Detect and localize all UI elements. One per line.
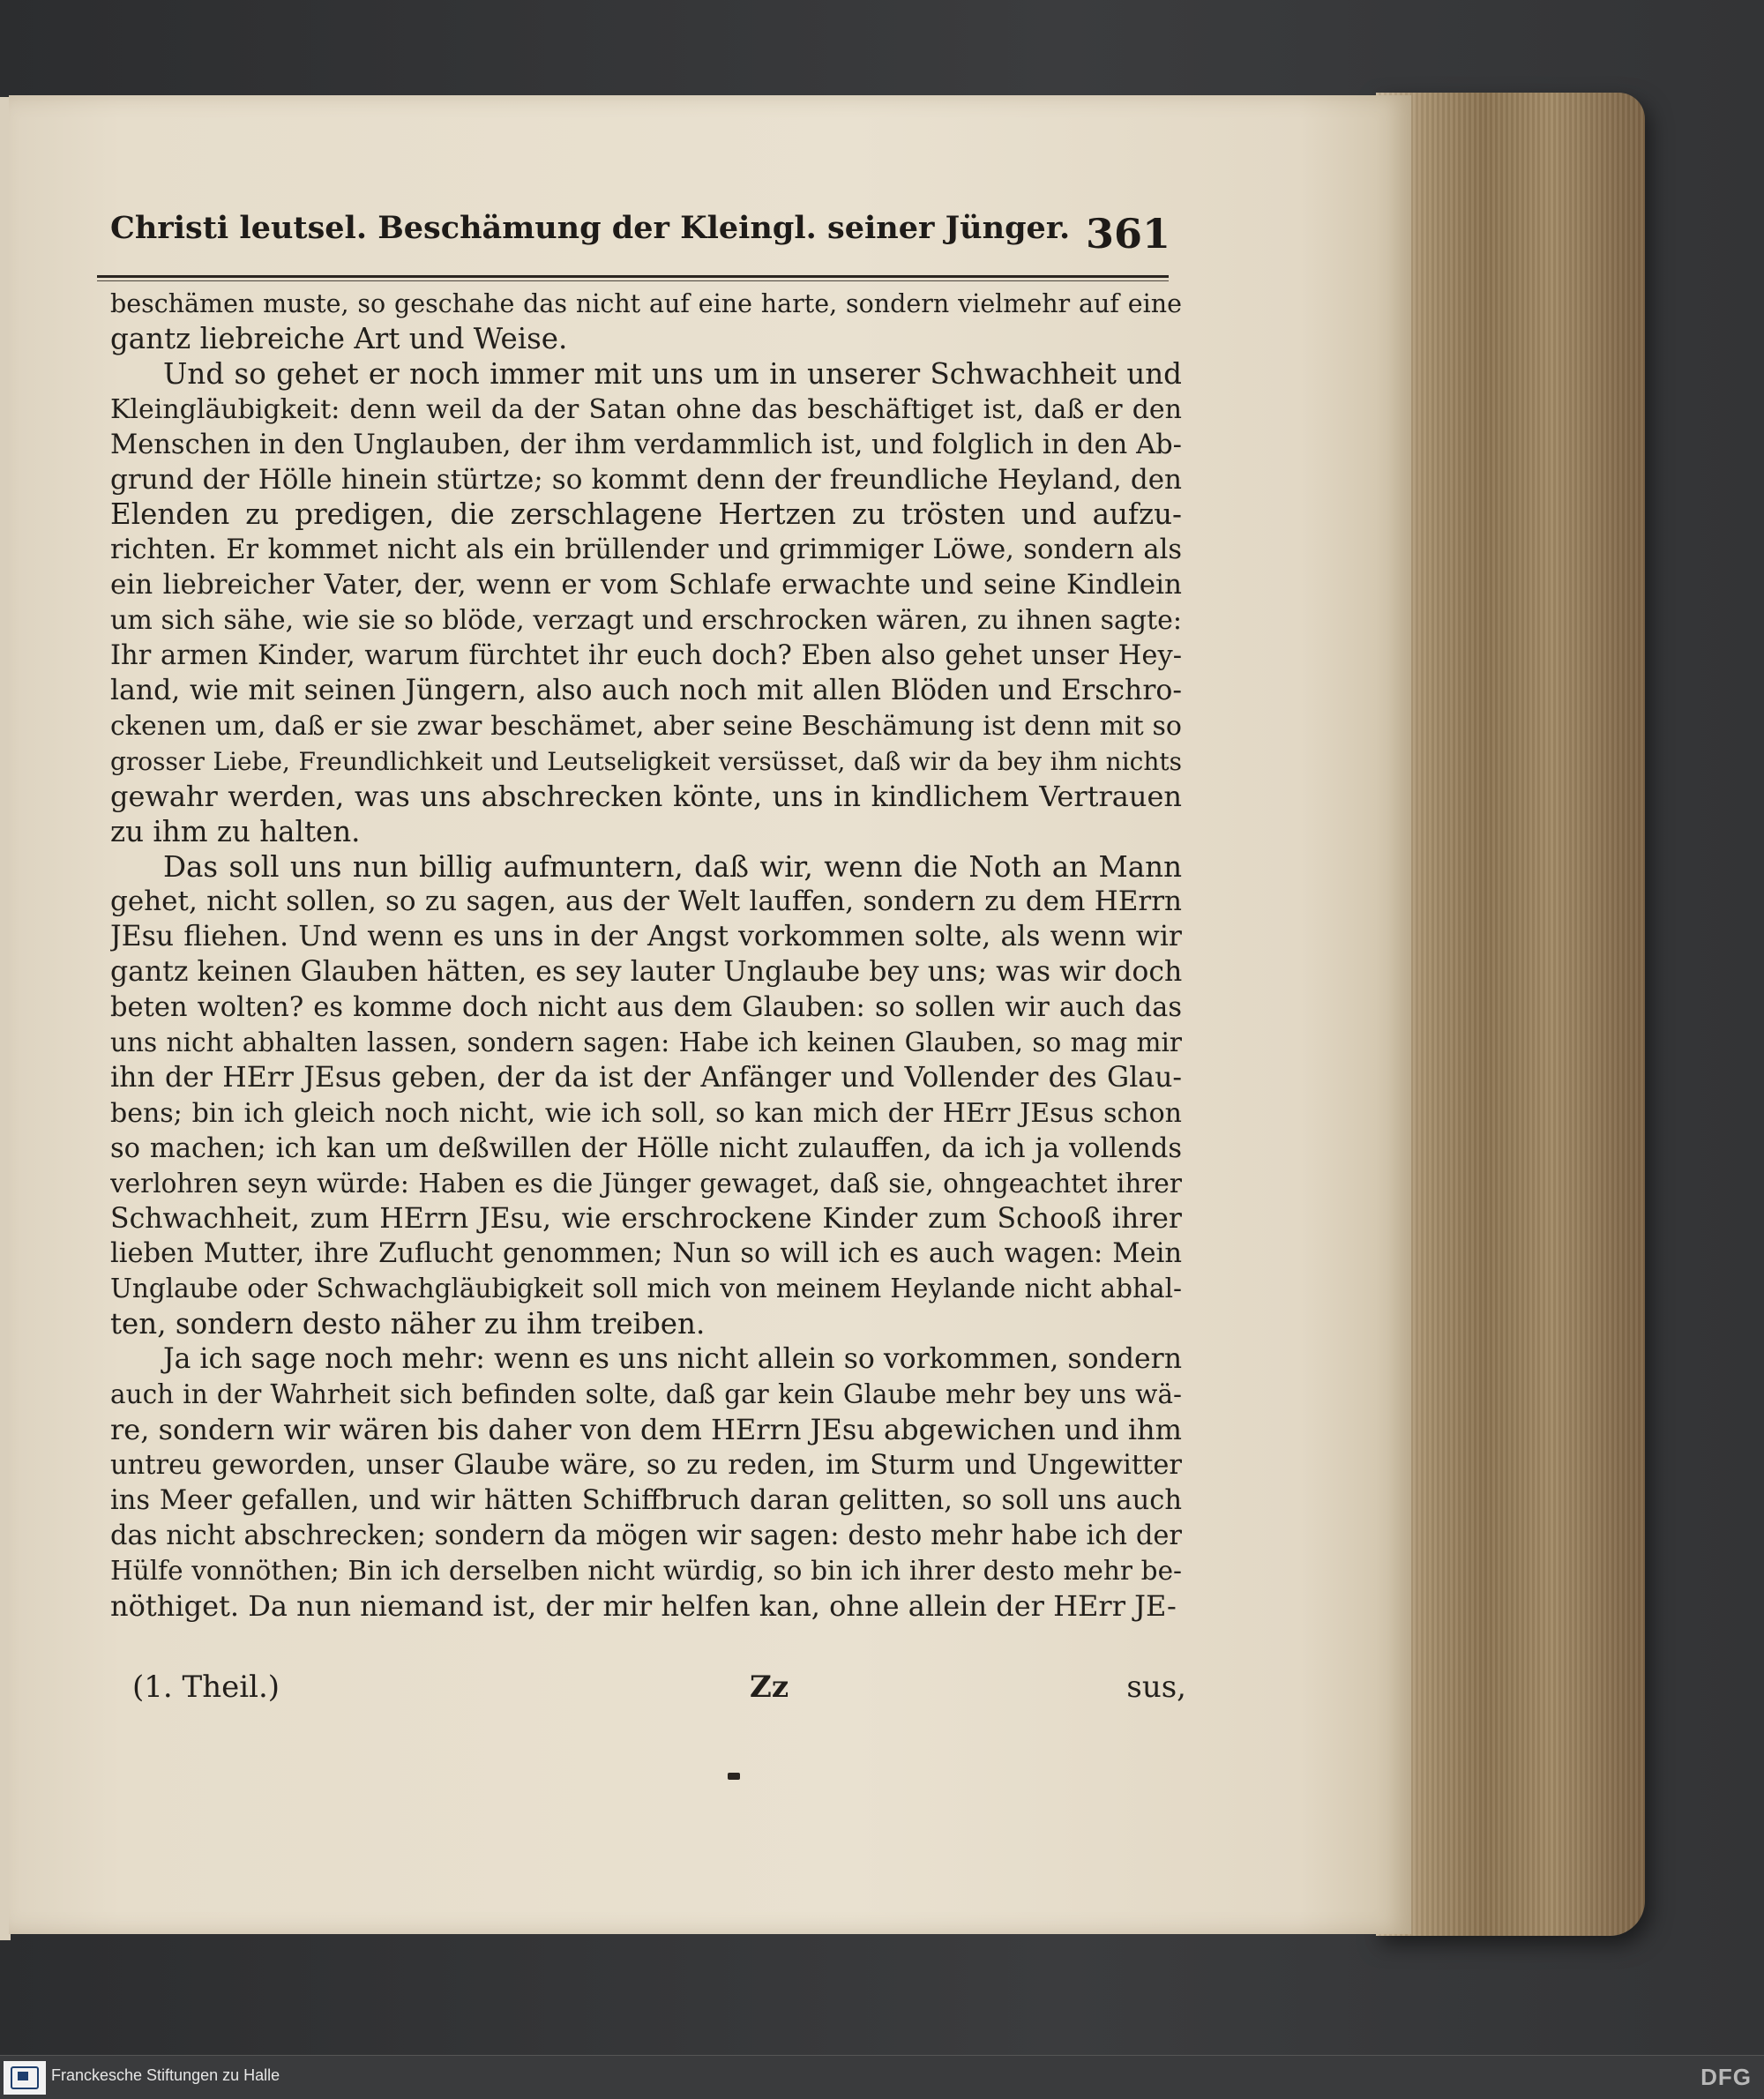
text-line: gehet, nicht sollen, so zu sagen, aus der Welt lauffen, sondern zu dem HErrn [110, 885, 1182, 918]
institution-name: Franckesche Stiftungen zu Halle [51, 2066, 280, 2084]
text-line: bens; bin ich gleich noch nicht, wie ich soll, so kan mich der HErr JEsus schon [110, 1097, 1182, 1129]
text-line: re, sondern wir wären bis daher von dem HErrn JEsu abgewichen und ihm [110, 1413, 1182, 1446]
paragraph [110, 357, 1182, 850]
text-line: Das soll uns nun billig aufmuntern, daß wir, wenn die Noth an Mann [163, 849, 1182, 884]
text-line: Kleingläubigkeit: denn weil da der Satan ohne das beschäftiget ist, daß er den [110, 393, 1182, 425]
signature-mark: Zz [750, 1669, 789, 1705]
page-footer [132, 1669, 1186, 1714]
text-line: Menschen in den Unglauben, der ihm verdammlich ist, und folglich in den Ab- [110, 429, 1182, 460]
text-line: ins Meer gefallen, und wir hätten Schiffbruch daran gelitten, so soll uns auch [110, 1484, 1182, 1516]
text-line: untreu geworden, unser Glaube wäre, so zu reden, im Sturm und Ungewitter [110, 1449, 1182, 1481]
page-header [110, 210, 1169, 272]
text-line: JEsu fliehen. Und wenn es uns in der Angst vorkommen solte, als wenn wir [110, 921, 1182, 953]
header-rule-thin [97, 280, 1169, 281]
text-line: das nicht abschrecken; sondern da mögen wir sagen: desto mehr habe ich der [110, 1520, 1182, 1551]
text-line: richten. Er kommet nicht als ein brüllender und grimmiger Löwe, sondern als [110, 534, 1182, 566]
text-line: auch in der Wahrheit sich befinden solte, daß gar kein Glaube mehr bey uns wä- [110, 1379, 1182, 1410]
signature: (1. Theil.) [132, 1669, 280, 1705]
text-line: land, wie mit seinen Jüngern, also auch noch mit allen Blöden und Erschro- [110, 674, 1182, 706]
text-line: beschämen muste, so geschahe das nicht auf eine harte, sondern vielmehr auf eine [110, 289, 1182, 318]
text-line: verlohren seyn würde: Haben es die Jünger gewaget, daß sie, ohngeachtet ihrer [110, 1168, 1182, 1199]
paragraph [110, 1342, 1182, 1624]
text-line: ihn der HErr JEsus geben, der da ist der Anfänger und Vollender des Glau- [110, 1061, 1182, 1094]
body-text [110, 287, 1182, 1624]
text-line: nöthiget. Da nun niemand ist, der mir helfen kan, ohne allein der HErr JE- [110, 1588, 1177, 1623]
text-line: ten, sondern desto näher zu ihm treiben. [110, 1307, 706, 1341]
text-line: um sich sähe, wie sie so blöde, verzagt und erschrocken wären, zu ihnen sagte: [110, 605, 1182, 637]
text-line: grosser Liebe, Freundlichkeit und Leutseligkeit versüsset, daß wir da bey ihm nichts [110, 746, 1182, 776]
text-line: Schwachheit, zum HErrn JEsu, wie erschrockene Kinder zum Schooß ihrer [110, 1202, 1182, 1235]
text-line: uns nicht abhalten lassen, sondern sagen: Habe ich keinen Glauben, so mag mir [110, 1027, 1182, 1058]
text-line: lieben Mutter, ihre Zuflucht genommen; Nun so will ich es auch wagen: Mein [110, 1238, 1182, 1270]
page-number: 361 [1085, 210, 1170, 258]
text-line: Und so gehet er noch immer mit uns um in unserer Schwachheit und [163, 356, 1182, 391]
text-line: so machen; ich kan um deßwillen der Hölle nicht zulauffen, da ich ja vollends [110, 1132, 1182, 1164]
text-line: gantz liebreiche Art und Weise. [110, 321, 568, 355]
text-line: gantz keinen Glauben hätten, es sey lauter Unglaube bey uns; was wir doch [110, 956, 1182, 989]
logo-icon [11, 2066, 39, 2089]
catchword: sus, [1126, 1669, 1186, 1705]
running-title: Christi leutsel. Beschämung der Kleingl. seiner Jünger. [110, 210, 1071, 246]
dfg-logo: DFG [1700, 2064, 1752, 2090]
text-line: ein liebreicher Vater, der, wenn er vom Schlafe erwachte und seine Kindlein [110, 569, 1182, 601]
text-line: grund der Hölle hinein stürtze; so kommt denn der freundliche Heyland, den [110, 463, 1182, 496]
text-line: ckenen um, daß er sie zwar beschämet, aber seine Beschämung ist denn mit so [110, 710, 1182, 742]
text-line: Ja ich sage noch mehr: wenn es uns nicht allein so vorkommen, sondern [163, 1343, 1182, 1376]
header-rule [97, 275, 1169, 278]
text-line: zu ihm zu halten. [110, 814, 361, 848]
text-line: Ihr armen Kinder, warum fürchtet ihr euch doch? Eben also gehet unser Hey- [110, 640, 1182, 672]
text-line: Elenden zu predigen, die zerschlagene Hertzen zu trösten und aufzu- [110, 497, 1182, 532]
paragraph [110, 850, 1182, 1343]
text-line: beten wolten? es komme doch nicht aus dem Glauben: so sollen wir auch das [110, 992, 1182, 1024]
institution-logo[interactable] [4, 2061, 46, 2095]
text-line: gewahr werden, was uns abschrecken könte, uns in kindlichem Vertrauen [110, 779, 1182, 813]
text-line: Hülfe vonnöthen; Bin ich derselben nicht würdig, so bin ich ihrer desto mehr be- [110, 1555, 1182, 1586]
viewer-footer-bar [0, 2055, 1764, 2099]
book-fore-edge [1376, 93, 1645, 1936]
paragraph [110, 287, 1182, 357]
text-line: Unglaube oder Schwachgläubigkeit soll mich von meinem Heylande nicht abhal- [110, 1274, 1182, 1304]
printer-mark [728, 1773, 740, 1780]
